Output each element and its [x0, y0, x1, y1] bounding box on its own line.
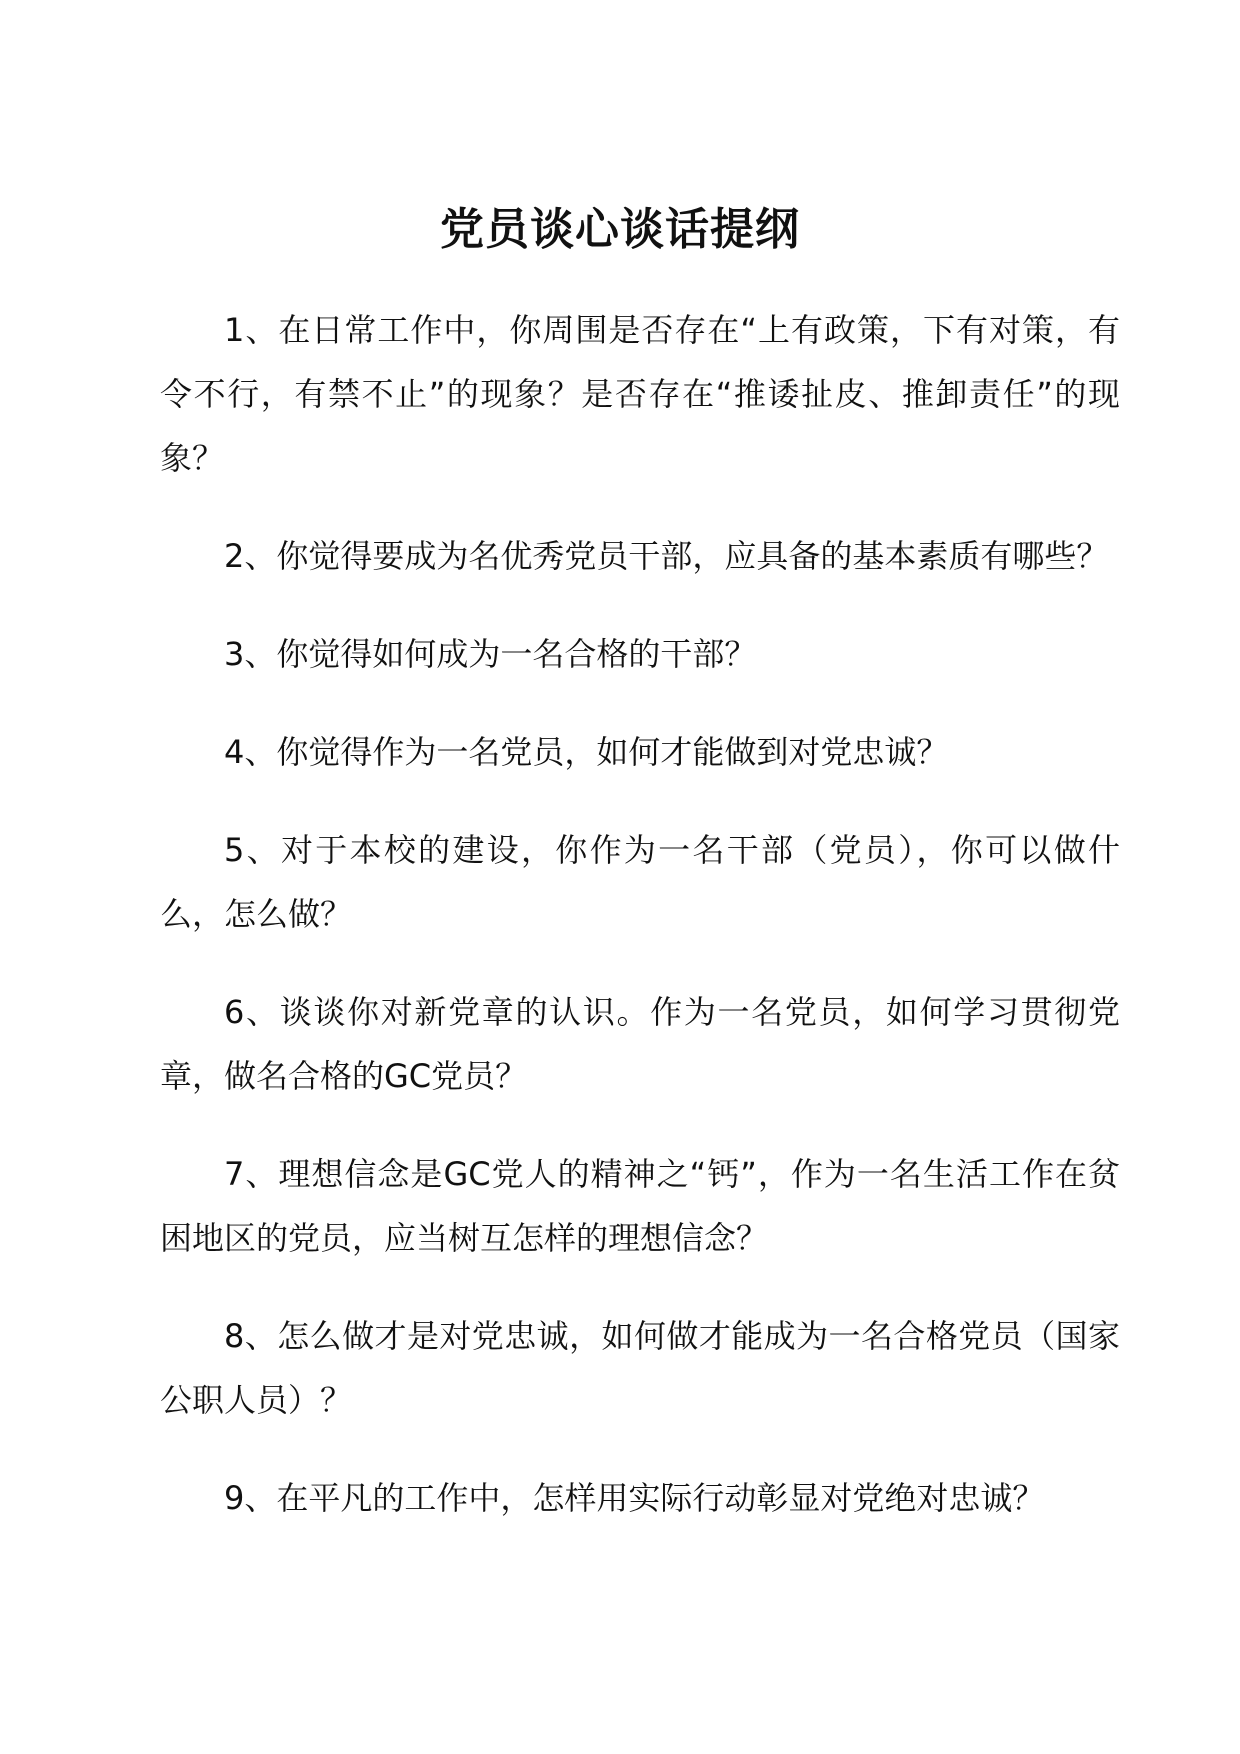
question-item-3: 3、你觉得如何成为一名合格的干部？	[224, 635, 757, 673]
question-item-9: 9、在平凡的工作中，怎样用实际行动彰显对党绝对忠诚？	[224, 1479, 1045, 1517]
question-item-4: 4、你觉得作为一名党员，如何才能做到对党忠诚？	[224, 733, 949, 771]
question-item-7: 7、理想信念是GC党人的精神之“钙”，作为一名生活工作在贫困地区的党员，应当树互怎样的理想信念？	[160, 1155, 1120, 1257]
question-item-5: 5、对于本校的建设，你作为一名干部（党员），你可以做什么，怎么做？	[160, 831, 1120, 933]
question-item-2: 2、你觉得要成为名优秀党员干部，应具备的基本素质有哪些？	[224, 537, 1109, 575]
document-title: 党员谈心谈话提纲	[440, 204, 800, 255]
question-item-8: 8、怎么做才是对党忠诚，如何做才能成为一名合格党员（国家公职人员）？	[160, 1317, 1120, 1419]
document-body	[160, 298, 1120, 1564]
question-item-1: 1、在日常工作中，你周围是否存在“上有政策，下有对策，有令不行，有禁不止”的现象？是否存在“推诿扯皮、推卸责任”的现象？	[160, 311, 1120, 477]
question-item-6: 6、谈谈你对新党章的认识。作为一名党员，如何学习贯彻党章，做名合格的GC党员？	[160, 993, 1120, 1095]
